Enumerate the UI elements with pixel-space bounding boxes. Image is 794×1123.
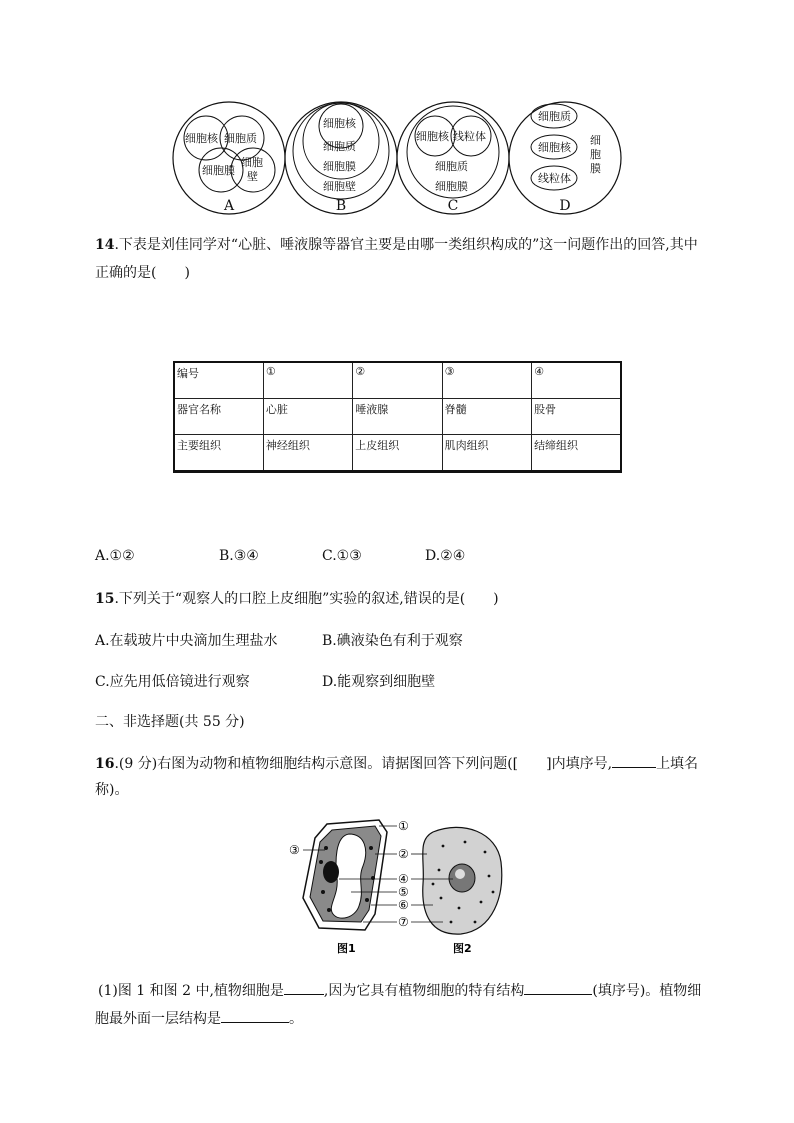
q14-option-a: A.①② (95, 548, 135, 564)
answer-blank[interactable] (612, 753, 656, 768)
question-text: 上填名 (656, 756, 699, 772)
question-number: 15 (95, 591, 115, 607)
q14-option-d: D.②④ (425, 548, 466, 564)
q15-option-a: A.在载玻片中央滴加生理盐水 (95, 633, 278, 649)
venn-a-text-4: 细胞 (241, 156, 263, 169)
question-text: (填序号)。植物细 (592, 983, 702, 999)
table-cell: 主要组织 (174, 435, 263, 472)
question-text: .下列关于“观察人的口腔上皮细胞”实验的叙述,错误的是( ) (114, 591, 499, 607)
table-cell: ② (353, 362, 442, 399)
venn-label-c: C (447, 198, 459, 214)
q14-option-c: C.①③ (322, 548, 362, 564)
question-14-stem (95, 235, 698, 255)
question-text: ,因为它具有植物细胞的特有结构 (323, 983, 525, 999)
question-16-sub-1 (98, 980, 701, 1001)
question-text: ]内填序号, (546, 756, 613, 772)
marker-2: ② (398, 847, 409, 861)
answer-blank[interactable] (284, 980, 324, 995)
marker-4: ④ (398, 872, 409, 886)
venn-label-b: B (335, 198, 347, 214)
question-text: .下表是刘佳同学对“心脏、唾液腺等器官主要是由哪一类组织构成的”这一问题作出的回答,其中 (114, 237, 698, 253)
table-cell: 结缔组织 (532, 435, 621, 472)
venn-c-text-1: 细胞核 (416, 130, 449, 143)
venn-a-text-3: 细胞膜 (202, 164, 235, 177)
venn-d-text-4: 细 (590, 134, 601, 147)
venn-d-text-2: 细胞核 (538, 141, 571, 154)
venn-c-text-3: 细胞质 (435, 160, 468, 173)
marker-1: ① (398, 819, 409, 833)
venn-d-text-5: 胞 (590, 148, 601, 161)
venn-d-text-6: 膜 (590, 162, 601, 175)
question-15-stem (95, 589, 499, 609)
q15-option-b: B.碘液染色有利于观察 (322, 633, 463, 649)
question-text: .(9 分)右图为动物和植物细胞结构示意图。请据图回答下列问题([ (114, 756, 519, 772)
q14-option-b: B.③④ (219, 548, 259, 564)
figure-2-label: 图2 (453, 942, 472, 955)
question-16-sub-1-line2 (95, 1008, 303, 1029)
question-text: 胞最外面一层结构是 (95, 1011, 221, 1027)
table-cell: 肌肉组织 (442, 435, 531, 472)
question-text: 。 (289, 1011, 303, 1027)
table-cell: ① (263, 362, 352, 399)
venn-b-text-4: 细胞壁 (323, 180, 356, 193)
question-number: 14 (95, 237, 115, 253)
table-cell: 神经组织 (263, 435, 352, 472)
venn-a-text-2: 细胞质 (224, 132, 257, 145)
q15-option-d: D.能观察到细胞壁 (322, 674, 436, 690)
marker-6: ⑥ (398, 898, 409, 912)
venn-a-text-5: 壁 (247, 170, 258, 183)
venn-d-text-1: 细胞质 (538, 110, 571, 123)
organ-tissue-table (173, 361, 622, 473)
venn-b-text-2: 细胞质 (323, 140, 356, 153)
venn-d-text-3: 线粒体 (538, 172, 571, 185)
venn-label-d: D (559, 198, 571, 214)
cell-structure-diagram (283, 818, 513, 960)
venn-b-text-1: 细胞核 (323, 117, 356, 130)
venn-label-a: A (223, 198, 235, 214)
animal-cell-figure (423, 827, 502, 934)
venn-c-text-4: 细胞膜 (435, 180, 468, 193)
venn-a-text-1: 细胞核 (185, 132, 218, 145)
table-cell: 编号 (174, 362, 263, 399)
answer-blank[interactable] (524, 980, 592, 995)
table-cell: 器官名称 (174, 399, 263, 435)
table-cell: 上皮组织 (353, 435, 442, 472)
figure-1-label: 图1 (337, 942, 356, 955)
table-row (174, 399, 621, 435)
question-14-stem-line2: 正确的是( ) (95, 265, 190, 281)
table-cell: 心脏 (263, 399, 352, 435)
marker-3: ③ (289, 843, 300, 857)
plant-cell-figure (303, 820, 387, 930)
table-cell: ④ (532, 362, 621, 399)
marker-7: ⑦ (398, 915, 409, 929)
table-cell: 脊髓 (442, 399, 531, 435)
table-row (174, 435, 621, 472)
table-row (174, 362, 621, 399)
table-cell: ③ (442, 362, 531, 399)
q15-option-c: C.应先用低倍镜进行观察 (95, 674, 250, 690)
venn-b-text-3: 细胞膜 (323, 160, 356, 173)
section-heading: 二、非选择题(共 55 分) (95, 714, 245, 730)
marker-5: ⑤ (398, 885, 409, 899)
question-16-stem (95, 753, 698, 774)
table-cell: 股骨 (532, 399, 621, 435)
question-16-stem-line2: 称)。 (95, 782, 129, 798)
answer-blank[interactable] (221, 1008, 289, 1023)
question-number: 16 (95, 756, 115, 772)
table-cell: 唾液腺 (353, 399, 442, 435)
question-text: (1)图 1 和图 2 中,植物细胞是 (98, 983, 284, 999)
venn-c-text-2: 线粒体 (453, 130, 486, 143)
